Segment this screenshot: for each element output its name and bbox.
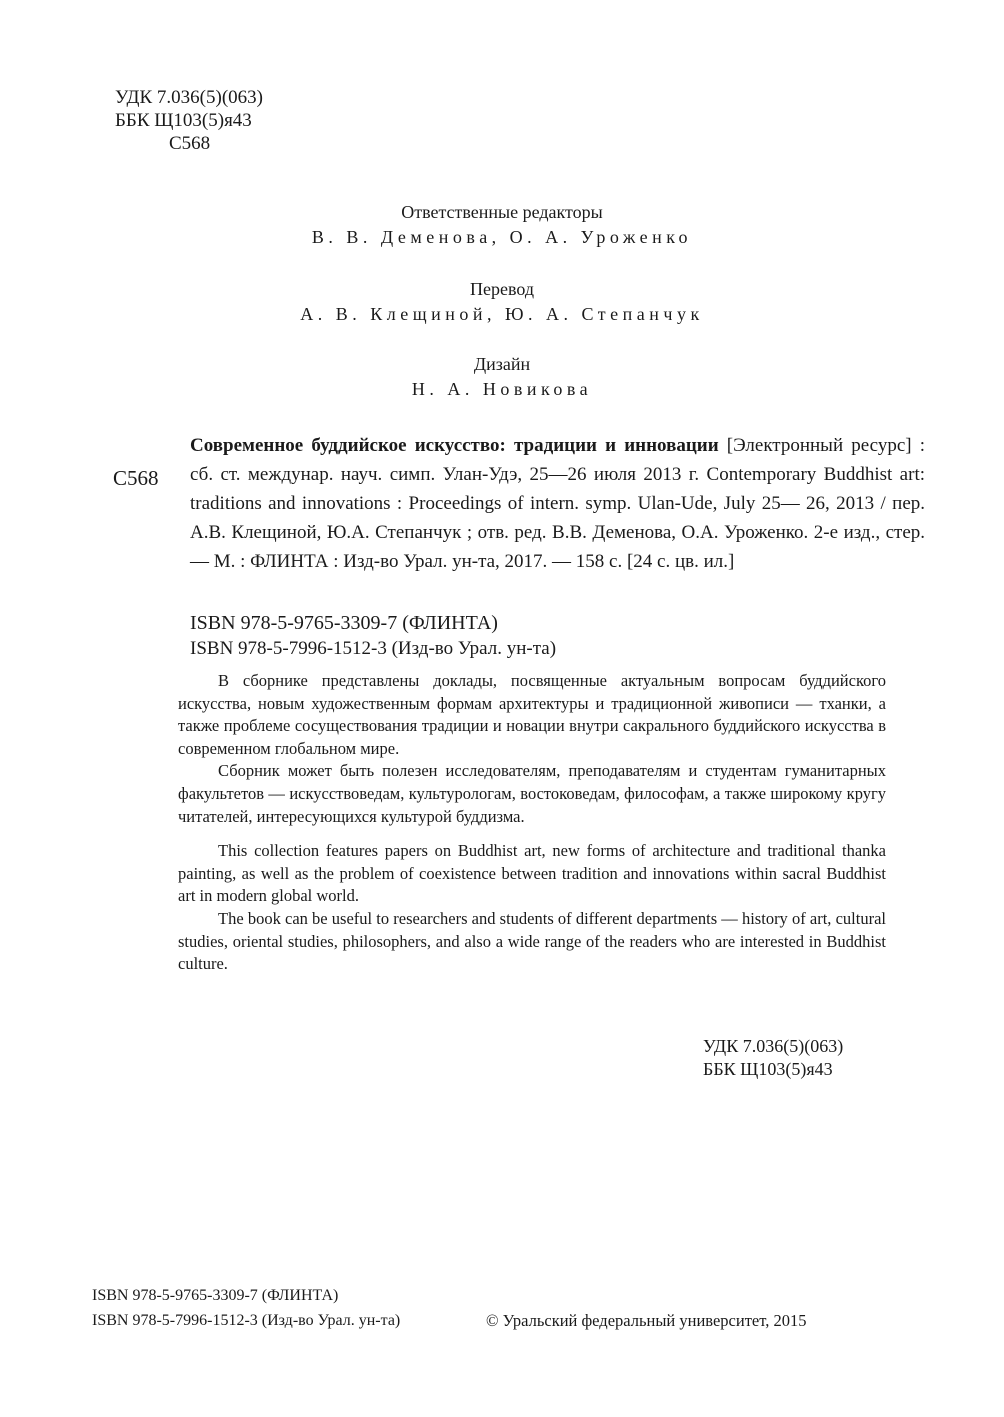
bibliographic-record <box>190 431 925 576</box>
copyright-notice: © Уральский федеральный университет, 2015 <box>486 1311 807 1330</box>
bbk-code: ББК Щ103(5)я43 <box>115 110 252 131</box>
abstract-en-paragraph: The book can be useful to researchers and students of different departments — history of art, cultural studies, oriental studies, philosophers, and also a wide range of the readers who are interested in Buddhist culture. <box>178 908 886 974</box>
editors-block <box>0 200 1004 250</box>
isbn-block <box>190 611 556 661</box>
isbn-ural: ISBN 978-5-7996-1512-3 (Изд-во Урал. ун-та) <box>92 1312 401 1329</box>
abstract-ru-paragraph: Сборник может быть полезен исследователям, преподавателям и студентам гуманитарных факультетов — искусствоведам, культурологам, востоковедам, философам, а также широкому кругу читателей, интересующихся культурой буддизма. <box>178 761 886 826</box>
isbn-flinta: ISBN 978-5-9765-3309-7 (ФЛИНТА) <box>92 1287 339 1304</box>
udk-code: УДК 7.036(5)(063) <box>115 87 263 108</box>
isbn-footer <box>92 1283 400 1333</box>
biblio-author-mark: С568 <box>113 466 159 490</box>
udk-bbk-footer <box>703 1035 843 1081</box>
translation-names: А. В. Клещиной, Ю. А. Степанчук <box>300 304 704 324</box>
udk-bbk-header <box>115 86 263 155</box>
abstract-en-paragraph: This collection features papers on Buddhist art, new forms of architecture and traditional thanka painting, as well as the problem of coexistence between tradition and innovations within sacral Buddhist art in modern global world. <box>178 841 886 906</box>
translation-block <box>0 277 1004 327</box>
bbk-code: ББК Щ103(5)я43 <box>703 1059 833 1079</box>
design-block <box>0 352 1004 402</box>
editors-names: В. В. Деменова, О. А. Уроженко <box>311 227 693 247</box>
abstract <box>178 670 886 976</box>
editors-label: Ответственные редакторы <box>401 202 603 222</box>
design-label: Дизайн <box>473 354 531 374</box>
book-title: Современное буддийское искусство: традиции и инновации <box>190 435 719 456</box>
isbn-ural: ISBN 978-5-7996-1512-3 (Изд-во Урал. ун-та) <box>190 638 557 659</box>
udk-code: УДК 7.036(5)(063) <box>703 1036 844 1056</box>
author-mark: С568 <box>169 133 211 154</box>
translation-label: Перевод <box>470 279 534 299</box>
abstract-ru-paragraph: В сборнике представлены доклады, посвященные актуальным вопросам буддийского искусства, новым художественным формам архитектуры и традиционной живописи — тханки, а также проблеме сосуществования традиции и новации внутри сакрального буддийского искусства в современном глобальном мире. <box>178 671 886 758</box>
design-names: Н. А. Новикова <box>411 379 593 399</box>
bibliographic-details: [Электронный ресурс] : сб. ст. междунар. науч. симп. Улан-Удэ, 25—26 июля 2013 г. Contemporary Buddhist art: traditions and innovations : Proceedings of intern. symp. Ulan-Ude, July 25— 26, 2013 / пер. А.В. Клещиной, Ю.А. Степанчук ; отв. ред. В.В. Деменова, О.А. Уроженко. 2-е изд., стер. — М. : ФЛИНТА : Изд-во Урал. ун-та, 2017. — 158 с. [24 с. цв. ил.] <box>190 435 925 572</box>
isbn-flinta: ISBN 978-5-9765-3309-7 (ФЛИНТА) <box>190 612 498 634</box>
